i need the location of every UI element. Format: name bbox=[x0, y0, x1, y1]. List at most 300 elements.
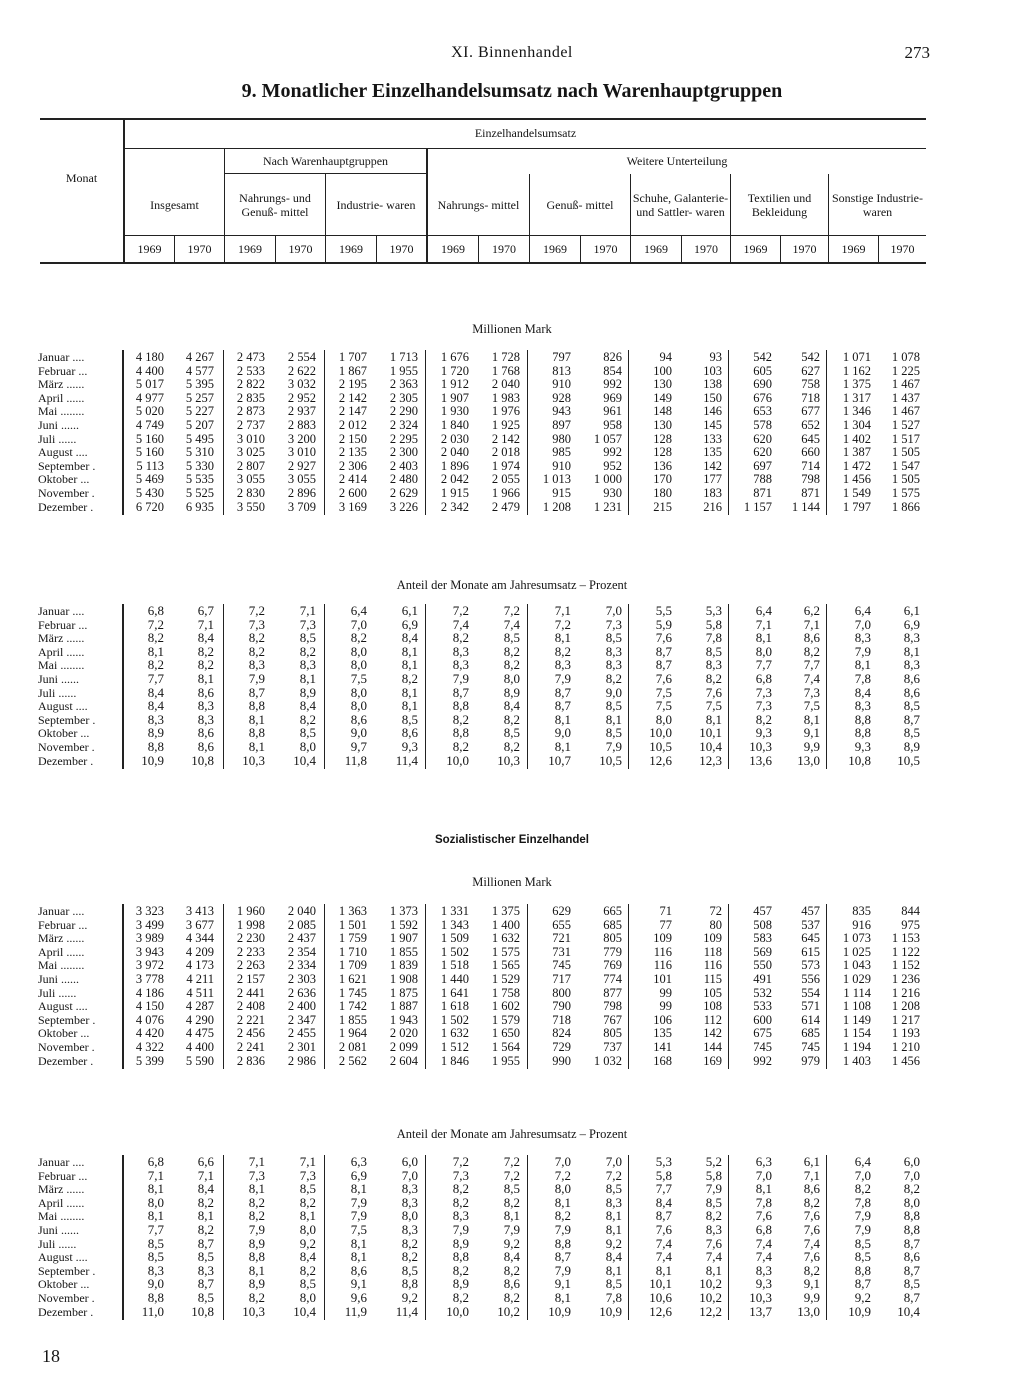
cell-genussmittel: 1 231 bbox=[593, 499, 622, 514]
cell-genussmittel: 969 bbox=[603, 390, 622, 405]
cell-genussmittel: 952 bbox=[603, 458, 622, 473]
cell-industriewaren: 8,1 bbox=[350, 1235, 367, 1251]
cell-industriewaren: 8,3 bbox=[401, 1181, 418, 1197]
cell-genussmittel: 729 bbox=[552, 1040, 571, 1054]
header-industriewaren: Industrie- waren bbox=[336, 198, 416, 212]
cell-schuhe: 168 bbox=[653, 1053, 672, 1068]
cell-industriewaren: 1 621 bbox=[338, 972, 367, 986]
cell-industriewaren: 2 306 bbox=[338, 458, 367, 473]
cell-nahrungsmittel: 1 575 bbox=[491, 944, 520, 959]
month-label: Januar .... bbox=[38, 604, 85, 618]
cell-sonstige: 1 505 bbox=[891, 445, 920, 460]
cell-genussmittel: 992 bbox=[603, 445, 622, 460]
cell-industriewaren: 8,5 bbox=[401, 711, 418, 727]
cell-textilien: 7,3 bbox=[803, 684, 820, 700]
cell-sonstige: 8,5 bbox=[903, 698, 920, 714]
cell-industriewaren: 2 600 bbox=[338, 486, 367, 500]
cell-nahrung-genuss: 7,2 bbox=[248, 603, 265, 618]
cell-nahrung-genuss: 3 010 bbox=[236, 431, 265, 446]
cell-sonstige: 975 bbox=[901, 917, 920, 932]
page-number: 273 bbox=[904, 43, 930, 62]
cell-nahrung-genuss: 2 303 bbox=[287, 972, 316, 986]
cell-nahrungsmittel: 1 564 bbox=[491, 1040, 520, 1054]
cell-sonstige: 1 194 bbox=[842, 1040, 871, 1054]
cell-nahrung-genuss: 7,1 bbox=[248, 1154, 265, 1169]
cell-insgesamt: 10,9 bbox=[141, 752, 164, 768]
cell-schuhe: 216 bbox=[703, 499, 722, 514]
cell-nahrung-genuss: 2 830 bbox=[236, 486, 265, 500]
cell-nahrungsmittel: 1 976 bbox=[491, 404, 520, 419]
cell-genussmittel: 990 bbox=[552, 1053, 571, 1068]
cell-sonstige: 8,3 bbox=[854, 630, 871, 646]
cell-schuhe: 149 bbox=[653, 390, 672, 405]
cell-insgesamt: 4 400 bbox=[135, 363, 164, 378]
table-row bbox=[38, 1277, 928, 1291]
cell-genussmittel: 8,1 bbox=[605, 1262, 622, 1278]
cell-schuhe: 8,1 bbox=[705, 711, 722, 727]
cell-nahrung-genuss: 8,3 bbox=[248, 657, 265, 673]
cell-industriewaren: 8,1 bbox=[401, 643, 418, 659]
cell-nahrung-genuss: 10,4 bbox=[293, 1303, 316, 1319]
cell-genussmittel: 8,1 bbox=[554, 630, 571, 646]
cell-nahrung-genuss: 2 301 bbox=[287, 1040, 316, 1054]
cell-industriewaren: 2 195 bbox=[338, 377, 367, 392]
cell-textilien: 745 bbox=[801, 1040, 820, 1054]
table-row bbox=[38, 999, 928, 1013]
cell-schuhe: 118 bbox=[703, 944, 722, 959]
year-1970: 1970 bbox=[187, 242, 212, 256]
cell-sonstige: 9,3 bbox=[854, 739, 871, 754]
cell-insgesamt: 4 420 bbox=[135, 1026, 164, 1041]
month-label: Januar .... bbox=[38, 904, 85, 918]
cell-genussmittel: 8,1 bbox=[554, 1194, 571, 1210]
cell-schuhe: 103 bbox=[703, 363, 722, 378]
cell-schuhe: 8,5 bbox=[705, 1194, 722, 1210]
cell-nahrung-genuss: 2 986 bbox=[287, 1053, 316, 1068]
cell-schuhe: 77 bbox=[659, 917, 672, 932]
year-1969: 1969 bbox=[441, 242, 465, 256]
cell-nahrungsmittel: 7,2 bbox=[452, 603, 469, 618]
cell-schuhe: 145 bbox=[703, 418, 722, 432]
cell-industriewaren: 1 363 bbox=[338, 904, 367, 918]
header-genussmittel: Genuß- mittel bbox=[546, 198, 614, 212]
cell-insgesamt: 4 211 bbox=[186, 972, 214, 986]
cell-nahrung-genuss: 8,5 bbox=[299, 1276, 316, 1292]
cell-insgesamt: 5 017 bbox=[135, 377, 164, 392]
cell-nahrung-genuss: 2 952 bbox=[287, 390, 316, 405]
cell-insgesamt: 6,7 bbox=[197, 603, 214, 618]
cell-sonstige: 1 467 bbox=[891, 404, 920, 419]
table-row bbox=[38, 726, 928, 740]
cell-insgesamt: 8,6 bbox=[197, 739, 214, 754]
cell-textilien: 697 bbox=[753, 458, 772, 473]
cell-insgesamt: 7,1 bbox=[147, 1167, 164, 1183]
cell-textilien: 7,1 bbox=[803, 616, 820, 632]
table-row bbox=[38, 1237, 928, 1251]
cell-textilien: 7,6 bbox=[803, 1208, 820, 1224]
cell-industriewaren: 8,2 bbox=[401, 1249, 418, 1265]
cell-industriewaren: 6,0 bbox=[401, 1154, 418, 1169]
cell-nahrungsmittel: 7,2 bbox=[452, 1154, 469, 1169]
cell-industriewaren: 2 324 bbox=[389, 418, 418, 432]
cell-insgesamt: 3 778 bbox=[135, 972, 164, 986]
cell-textilien: 7,6 bbox=[803, 1222, 820, 1237]
cell-sonstige: 1 025 bbox=[842, 944, 871, 959]
cell-industriewaren: 8,3 bbox=[401, 1222, 418, 1237]
cell-schuhe: 99 bbox=[659, 985, 672, 1000]
table-row bbox=[38, 1291, 928, 1305]
cell-nahrungsmittel: 10,0 bbox=[446, 1303, 469, 1319]
cell-nahrungsmittel: 8,2 bbox=[452, 630, 469, 646]
cell-textilien: 6,8 bbox=[755, 671, 772, 686]
month-label: August .... bbox=[38, 1250, 88, 1265]
cell-schuhe: 10,4 bbox=[699, 739, 722, 754]
cell-schuhe: 135 bbox=[653, 1026, 672, 1041]
cell-nahrung-genuss: 8,2 bbox=[248, 630, 265, 646]
cell-sonstige: 8,0 bbox=[903, 1194, 920, 1210]
cell-nahrungsmittel: 1 518 bbox=[440, 958, 469, 973]
cell-schuhe: 130 bbox=[653, 377, 672, 392]
cell-genussmittel: 655 bbox=[552, 917, 571, 932]
cell-genussmittel: 1 000 bbox=[593, 472, 622, 487]
cell-nahrungsmittel: 1 602 bbox=[491, 999, 520, 1014]
cell-sonstige: 1 505 bbox=[891, 472, 920, 487]
cell-sonstige: 835 bbox=[852, 904, 871, 918]
cell-industriewaren: 1 710 bbox=[338, 944, 367, 959]
month-label: November . bbox=[38, 740, 95, 754]
cell-sonstige: 7,9 bbox=[854, 643, 871, 659]
cell-nahrung-genuss: 2 157 bbox=[236, 972, 265, 986]
cell-textilien: 542 bbox=[753, 350, 772, 364]
table-row bbox=[38, 699, 928, 713]
table-row bbox=[38, 1223, 928, 1237]
cell-nahrung-genuss: 3 010 bbox=[287, 445, 316, 460]
cell-nahrungsmittel: 1 846 bbox=[440, 1053, 469, 1068]
table-row bbox=[38, 445, 928, 459]
cell-nahrung-genuss: 2 937 bbox=[287, 404, 316, 419]
cell-industriewaren: 9,1 bbox=[350, 1276, 367, 1292]
cell-nahrung-genuss: 7,3 bbox=[299, 1167, 316, 1183]
cell-textilien: 9,3 bbox=[755, 725, 772, 741]
cell-schuhe: 94 bbox=[659, 350, 672, 364]
cell-industriewaren: 8,6 bbox=[401, 725, 418, 741]
table-row bbox=[38, 1026, 928, 1040]
cell-nahrung-genuss: 7,9 bbox=[248, 1222, 265, 1237]
cell-sonstige: 7,0 bbox=[854, 1167, 871, 1183]
cell-industriewaren: 6,9 bbox=[350, 1167, 367, 1183]
cell-schuhe: 7,6 bbox=[705, 1235, 722, 1251]
cell-industriewaren: 1 759 bbox=[338, 931, 367, 946]
month-label: August .... bbox=[38, 999, 88, 1014]
cell-nahrungsmittel: 1 768 bbox=[491, 363, 520, 378]
cell-genussmittel: 7,2 bbox=[605, 1167, 622, 1183]
year-1969: 1969 bbox=[841, 242, 866, 256]
month-label: Mai ........ bbox=[38, 958, 85, 973]
month-label: Dezember . bbox=[38, 1053, 94, 1068]
month-label: Januar .... bbox=[38, 350, 85, 364]
cell-textilien: 600 bbox=[753, 1012, 772, 1027]
cell-genussmittel: 718 bbox=[552, 1012, 571, 1027]
cell-nahrung-genuss: 3 025 bbox=[236, 445, 265, 460]
cell-genussmittel: 854 bbox=[603, 363, 622, 378]
month-label: November . bbox=[38, 1040, 95, 1054]
cell-industriewaren: 2 142 bbox=[338, 390, 367, 405]
table-row bbox=[38, 1182, 928, 1196]
cell-textilien: 745 bbox=[753, 1040, 772, 1054]
cell-industriewaren: 1 875 bbox=[389, 985, 418, 1000]
cell-textilien: 718 bbox=[801, 390, 820, 405]
cell-insgesamt: 5 535 bbox=[185, 472, 214, 487]
header-sonstige: Sonstige Industrie- waren bbox=[832, 191, 923, 219]
cell-industriewaren: 6,3 bbox=[350, 1154, 367, 1169]
cell-insgesamt: 5 257 bbox=[185, 390, 214, 405]
year-1970: 1970 bbox=[593, 242, 618, 256]
cell-genussmittel: 1 013 bbox=[542, 472, 571, 487]
cell-sonstige: 8,3 bbox=[903, 657, 920, 673]
cell-sonstige: 1 078 bbox=[891, 350, 920, 364]
cell-insgesamt: 4 749 bbox=[135, 418, 164, 432]
cell-schuhe: 12,2 bbox=[699, 1303, 722, 1319]
cell-schuhe: 109 bbox=[703, 931, 722, 946]
cell-schuhe: 128 bbox=[653, 431, 672, 446]
cell-schuhe: 5,8 bbox=[705, 1167, 722, 1183]
cell-genussmittel: 8,3 bbox=[605, 643, 622, 659]
cell-nahrung-genuss: 2 456 bbox=[236, 1026, 265, 1041]
month-label: Mai ........ bbox=[38, 404, 85, 419]
cell-nahrungsmittel: 8,2 bbox=[503, 657, 520, 673]
cell-nahrung-genuss: 2 807 bbox=[236, 458, 265, 473]
cell-nahrung-genuss: 7,3 bbox=[299, 616, 316, 632]
cell-nahrungsmittel: 2 055 bbox=[491, 472, 520, 487]
cell-textilien: 8,6 bbox=[803, 630, 820, 646]
cell-industriewaren: 1 887 bbox=[389, 999, 418, 1014]
cell-genussmittel: 8,1 bbox=[554, 1290, 571, 1305]
month-label: März ...... bbox=[38, 631, 85, 646]
cell-nahrungsmittel: 7,3 bbox=[452, 1167, 469, 1183]
cell-industriewaren: 8,0 bbox=[350, 657, 367, 673]
cell-nahrung-genuss: 2 822 bbox=[236, 377, 265, 392]
cell-schuhe: 8,0 bbox=[655, 711, 672, 727]
cell-genussmittel: 943 bbox=[552, 404, 571, 419]
cell-sonstige: 9,2 bbox=[854, 1290, 871, 1305]
cell-schuhe: 5,5 bbox=[655, 603, 672, 618]
cell-insgesamt: 5 310 bbox=[185, 445, 214, 460]
cell-genussmittel: 8,5 bbox=[605, 1276, 622, 1292]
cell-sonstige: 8,6 bbox=[903, 1249, 920, 1265]
cell-schuhe: 116 bbox=[653, 958, 672, 973]
cell-genussmittel: 737 bbox=[603, 1040, 622, 1054]
month-label: März ...... bbox=[38, 931, 85, 946]
cell-genussmittel: 980 bbox=[552, 431, 571, 446]
cell-nahrung-genuss: 3 032 bbox=[287, 377, 316, 392]
cell-textilien: 614 bbox=[801, 1012, 820, 1027]
cell-genussmittel: 9,1 bbox=[554, 1276, 571, 1292]
table-row bbox=[38, 931, 928, 945]
cell-insgesamt: 4 186 bbox=[135, 985, 164, 1000]
cell-insgesamt: 3 677 bbox=[185, 917, 214, 932]
cell-sonstige: 1 456 bbox=[842, 472, 871, 487]
cell-nahrungsmittel: 1 758 bbox=[491, 985, 520, 1000]
table-row bbox=[38, 672, 928, 686]
cell-genussmittel: 7,0 bbox=[605, 603, 622, 618]
cell-textilien: 758 bbox=[801, 377, 820, 392]
year-1970: 1970 bbox=[389, 242, 414, 256]
cell-nahrungsmittel: 1 502 bbox=[440, 944, 469, 959]
cell-genussmittel: 665 bbox=[603, 904, 622, 918]
cell-industriewaren: 7,5 bbox=[350, 671, 367, 686]
cell-sonstige: 1 472 bbox=[842, 458, 871, 473]
month-label: Januar .... bbox=[38, 1155, 85, 1169]
year-1970: 1970 bbox=[492, 242, 516, 256]
cell-textilien: 645 bbox=[801, 931, 820, 946]
cell-schuhe: 136 bbox=[653, 458, 672, 473]
month-label: Juli ...... bbox=[38, 685, 77, 700]
cell-genussmittel: 774 bbox=[603, 972, 622, 986]
cell-sonstige: 8,8 bbox=[903, 1222, 920, 1237]
cell-insgesamt: 8,8 bbox=[147, 739, 164, 754]
cell-nahrung-genuss: 8,2 bbox=[248, 1208, 265, 1224]
header-insgesamt: Insgesamt bbox=[150, 198, 199, 212]
cell-textilien: 7,8 bbox=[755, 1194, 772, 1210]
cell-sonstige: 8,2 bbox=[903, 1181, 920, 1197]
cell-textilien: 8,3 bbox=[755, 1262, 772, 1278]
cell-sonstige: 8,6 bbox=[903, 671, 920, 686]
cell-sonstige: 1 071 bbox=[842, 350, 871, 364]
table-row bbox=[38, 904, 928, 918]
cell-genussmittel: 824 bbox=[552, 1026, 571, 1041]
cell-nahrung-genuss: 8,5 bbox=[299, 1181, 316, 1197]
cell-textilien: 9,1 bbox=[803, 1276, 820, 1292]
cell-sonstige: 1 149 bbox=[842, 1012, 871, 1027]
cell-schuhe: 8,2 bbox=[705, 671, 722, 686]
cell-industriewaren: 1 855 bbox=[389, 944, 418, 959]
cell-insgesamt: 4 180 bbox=[135, 350, 164, 364]
cell-insgesamt: 5 469 bbox=[135, 472, 164, 487]
cell-insgesamt: 7,7 bbox=[147, 1222, 164, 1237]
cell-industriewaren: 1 839 bbox=[389, 958, 418, 973]
cell-nahrung-genuss: 8,1 bbox=[248, 739, 265, 754]
cell-industriewaren: 7,0 bbox=[401, 1167, 418, 1183]
cell-nahrung-genuss: 10,3 bbox=[242, 1303, 265, 1319]
cell-sonstige: 1 216 bbox=[891, 985, 920, 1000]
cell-textilien: 627 bbox=[801, 363, 820, 378]
cell-textilien: 9,1 bbox=[803, 725, 820, 741]
cell-textilien: 491 bbox=[753, 972, 772, 986]
cell-nahrungsmittel: 8,2 bbox=[452, 1181, 469, 1197]
cell-industriewaren: 6,9 bbox=[401, 616, 418, 632]
header-schuhe: Schuhe, Galanterie- und Sattler- waren bbox=[632, 191, 729, 219]
cell-industriewaren: 3 169 bbox=[338, 499, 367, 514]
cell-textilien: 798 bbox=[801, 472, 820, 487]
cell-industriewaren: 1 867 bbox=[338, 363, 367, 378]
block-heading: Sozialistischer Einzelhandel bbox=[434, 834, 590, 846]
cell-nahrung-genuss: 8,2 bbox=[248, 643, 265, 659]
cell-insgesamt: 5 495 bbox=[185, 431, 214, 446]
cell-nahrungsmittel: 1 641 bbox=[440, 985, 469, 1000]
cell-genussmittel: 629 bbox=[552, 904, 571, 918]
cell-genussmittel: 8,2 bbox=[605, 671, 622, 686]
header-textilien: Textilien und Bekleidung bbox=[747, 191, 812, 219]
cell-genussmittel: 7,9 bbox=[554, 1262, 571, 1278]
cell-industriewaren: 1 955 bbox=[389, 363, 418, 378]
cell-nahrungsmittel: 8,8 bbox=[452, 698, 469, 714]
month-label: September . bbox=[38, 1263, 96, 1278]
cell-nahrungsmittel: 8,2 bbox=[452, 1290, 469, 1305]
cell-nahrung-genuss: 3 055 bbox=[287, 472, 316, 487]
cell-sonstige: 1 437 bbox=[891, 390, 920, 405]
cell-schuhe: 105 bbox=[703, 985, 722, 1000]
cell-schuhe: 148 bbox=[653, 404, 672, 419]
table-row bbox=[38, 604, 928, 618]
cell-insgesamt: 11,0 bbox=[141, 1303, 164, 1319]
cell-insgesamt: 8,4 bbox=[147, 698, 164, 714]
cell-nahrungsmittel: 8,8 bbox=[452, 1249, 469, 1265]
cell-insgesamt: 6,8 bbox=[147, 603, 164, 618]
cell-sonstige: 1 108 bbox=[842, 999, 871, 1014]
year-1969: 1969 bbox=[743, 242, 768, 256]
cell-genussmittel: 731 bbox=[552, 944, 571, 959]
cell-nahrungsmittel: 7,9 bbox=[452, 671, 469, 686]
table-row bbox=[38, 459, 928, 473]
cell-insgesamt: 8,3 bbox=[197, 698, 214, 714]
cell-textilien: 615 bbox=[801, 944, 820, 959]
cell-textilien: 645 bbox=[801, 431, 820, 446]
cell-nahrungsmittel: 1 720 bbox=[440, 363, 469, 378]
month-label: Oktober ... bbox=[38, 1026, 90, 1041]
cell-insgesamt: 4 150 bbox=[135, 999, 164, 1014]
cell-textilien: 8,0 bbox=[755, 643, 772, 659]
cell-sonstige: 8,2 bbox=[854, 1181, 871, 1197]
cell-nahrung-genuss: 8,8 bbox=[248, 698, 265, 714]
cell-sonstige: 1 154 bbox=[842, 1026, 871, 1041]
cell-nahrung-genuss: 2 221 bbox=[236, 1012, 265, 1027]
block-subtitle: Anteil der Monate am Jahresumsatz – Prozent bbox=[396, 1127, 628, 1141]
cell-genussmittel: 8,8 bbox=[554, 1235, 571, 1251]
cell-industriewaren: 2 403 bbox=[389, 458, 418, 473]
cell-nahrung-genuss: 7,3 bbox=[248, 616, 265, 632]
cell-nahrung-genuss: 2 636 bbox=[287, 985, 316, 1000]
cell-schuhe: 72 bbox=[709, 904, 722, 918]
table-row bbox=[38, 658, 928, 672]
cell-genussmittel: 961 bbox=[603, 404, 622, 419]
cell-nahrungsmittel: 8,2 bbox=[503, 643, 520, 659]
year-1970: 1970 bbox=[694, 242, 718, 256]
cell-schuhe: 177 bbox=[703, 472, 722, 487]
cell-sonstige: 6,4 bbox=[854, 1154, 871, 1169]
cell-textilien: 573 bbox=[801, 958, 820, 973]
cell-nahrung-genuss: 2 455 bbox=[287, 1026, 316, 1041]
cell-nahrungsmittel: 1 565 bbox=[491, 958, 520, 973]
cell-industriewaren: 1 745 bbox=[338, 985, 367, 1000]
month-label: Oktober ... bbox=[38, 472, 90, 487]
cell-sonstige: 1 225 bbox=[891, 363, 920, 378]
cell-genussmittel: 8,3 bbox=[605, 1194, 622, 1210]
cell-schuhe: 135 bbox=[703, 445, 722, 460]
cell-insgesamt: 8,6 bbox=[197, 725, 214, 741]
cell-insgesamt: 5 160 bbox=[135, 431, 164, 446]
cell-sonstige: 1 375 bbox=[842, 377, 871, 392]
cell-nahrungsmittel: 1 966 bbox=[491, 486, 520, 500]
cell-genussmittel: 717 bbox=[552, 972, 571, 986]
table-row bbox=[38, 1054, 928, 1068]
cell-nahrungsmittel: 1 974 bbox=[491, 458, 520, 473]
cell-insgesamt: 8,3 bbox=[197, 1262, 214, 1278]
cell-genussmittel: 805 bbox=[603, 1026, 622, 1041]
cell-textilien: 9,9 bbox=[803, 739, 820, 754]
cell-schuhe: 180 bbox=[653, 486, 672, 500]
cell-nahrungsmittel: 8,6 bbox=[503, 1276, 520, 1292]
cell-nahrungsmittel: 8,2 bbox=[503, 1262, 520, 1278]
